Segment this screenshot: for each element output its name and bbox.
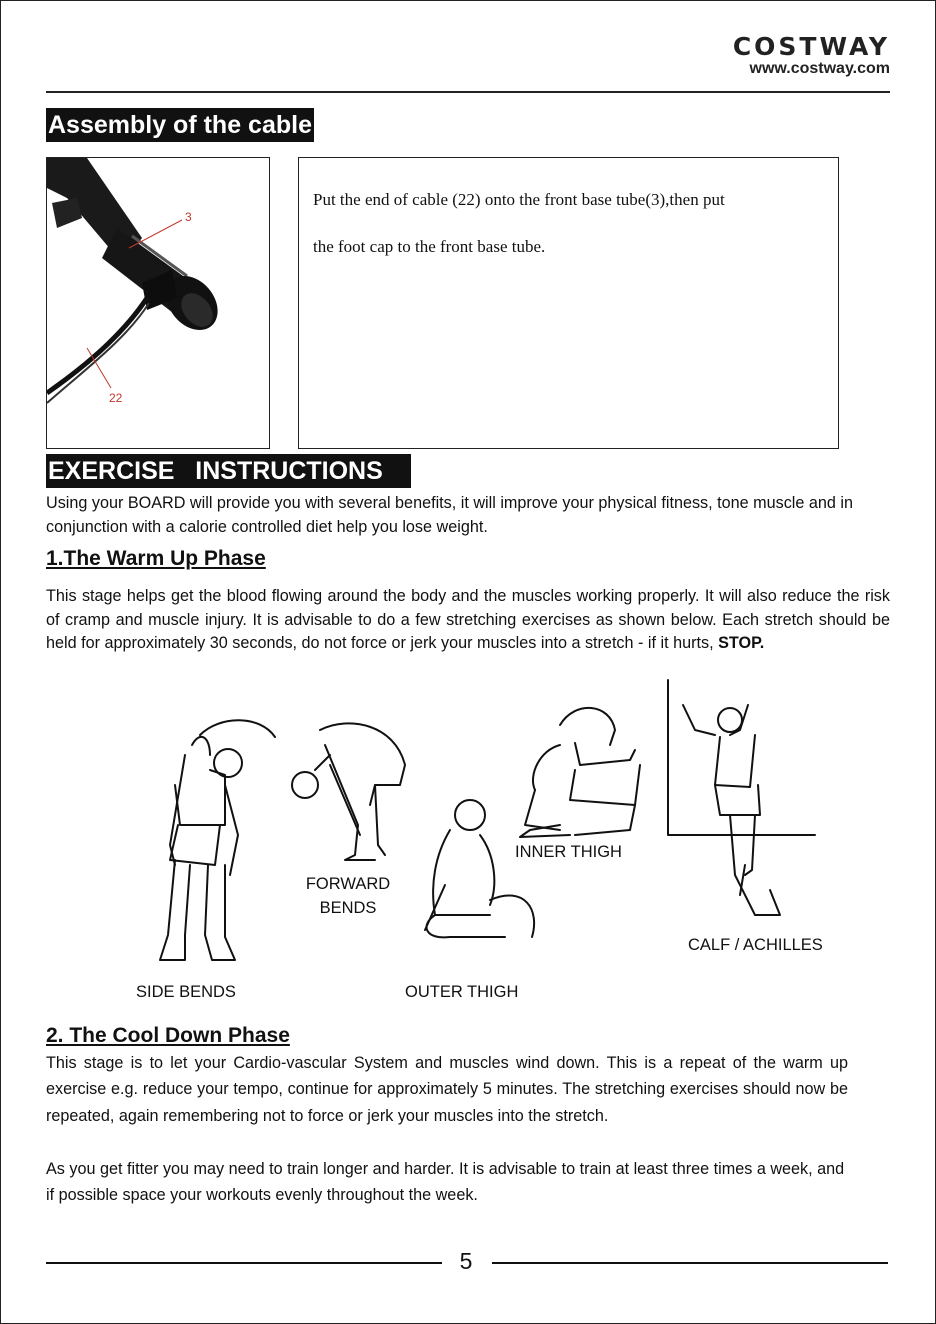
calf-achilles-figure: [668, 680, 815, 915]
inner-thigh-figure: [520, 708, 640, 837]
exercise-intro: Using your BOARD will provide you with several benefits, it will improve your physical fitness, tone muscle and in conjunction with a calorie controlled diet help you lose weight.: [46, 494, 854, 536]
warmup-title: 1.The Warm Up Phase: [46, 547, 266, 570]
stretch-figures: [130, 675, 850, 1005]
warmup-paragraph: [46, 585, 890, 656]
label-side-bends: SIDE BENDS: [136, 983, 236, 1001]
label-inner-thigh: INNER THIGH: [515, 843, 622, 861]
label-outer-thigh: OUTER THIGH: [405, 983, 519, 1001]
callout-22: 22: [109, 391, 123, 405]
forward-bends-figure: [292, 723, 405, 860]
assembly-instruction-text: [313, 176, 828, 270]
cooldown-title: 2. The Cool Down Phase: [46, 1024, 290, 1047]
cable-assembly-photo: [46, 157, 270, 449]
label-forward-bends-line-2: BENDS: [319, 899, 377, 917]
assembly-instruction-box: [298, 157, 839, 449]
callout-3: 3: [185, 210, 192, 224]
brand-name: COSTWAY: [732, 32, 890, 61]
warmup-text: This stage helps get the blood flowing around the body and the muscles working properly. It will also reduce the risk of cramp and muscle injury. It is advisable to do a few stretching exercises as shown below. Each stretch should be held for approximately 30 seconds, do not force or jerk your muscles into a stretch - if it hurts,: [46, 587, 890, 652]
assembly-instruction-line-1: Put the end of cable (22) onto the front base tube(3),then put: [313, 190, 725, 209]
footer-rule-left: [46, 1262, 442, 1264]
cable-photo-illustration: [47, 158, 269, 448]
cooldown-paragraph: This stage is to let your Cardio-vascular System and muscles wind down. This is a repeat of the warm up exercise e.g. reduce your tempo, continue for approximately 5 minutes. The stretching exercises should now be repeated, again remembering not to force or jerk your muscles into the stretch.: [46, 1054, 848, 1125]
side-bends-figure: [160, 720, 275, 960]
exercise-heading: EXERCISE INSTRUCTIONS: [46, 454, 411, 488]
label-forward-bends: [298, 872, 398, 920]
training-paragraph: As you get fitter you may need to train longer and harder. It is advisable to train at least three times a week, and if possible space your workouts evenly throughout the week.: [46, 1160, 845, 1205]
outer-thigh-figure: [425, 800, 534, 937]
label-forward-bends-line-1: FORWARD: [305, 875, 391, 893]
brand-logo: [733, 34, 890, 78]
assembly-instruction-line-2: the foot cap to the front base tube.: [313, 237, 546, 256]
header-rule: [46, 91, 890, 93]
brand-url: www.costway.com: [749, 60, 890, 77]
label-calf-achilles: CALF / ACHILLES: [688, 936, 823, 954]
warmup-stop: STOP.: [718, 634, 765, 652]
page-number: 5: [459, 1248, 473, 1274]
assembly-heading: Assembly of the cable: [46, 108, 314, 142]
footer-rule-right: [492, 1262, 888, 1264]
